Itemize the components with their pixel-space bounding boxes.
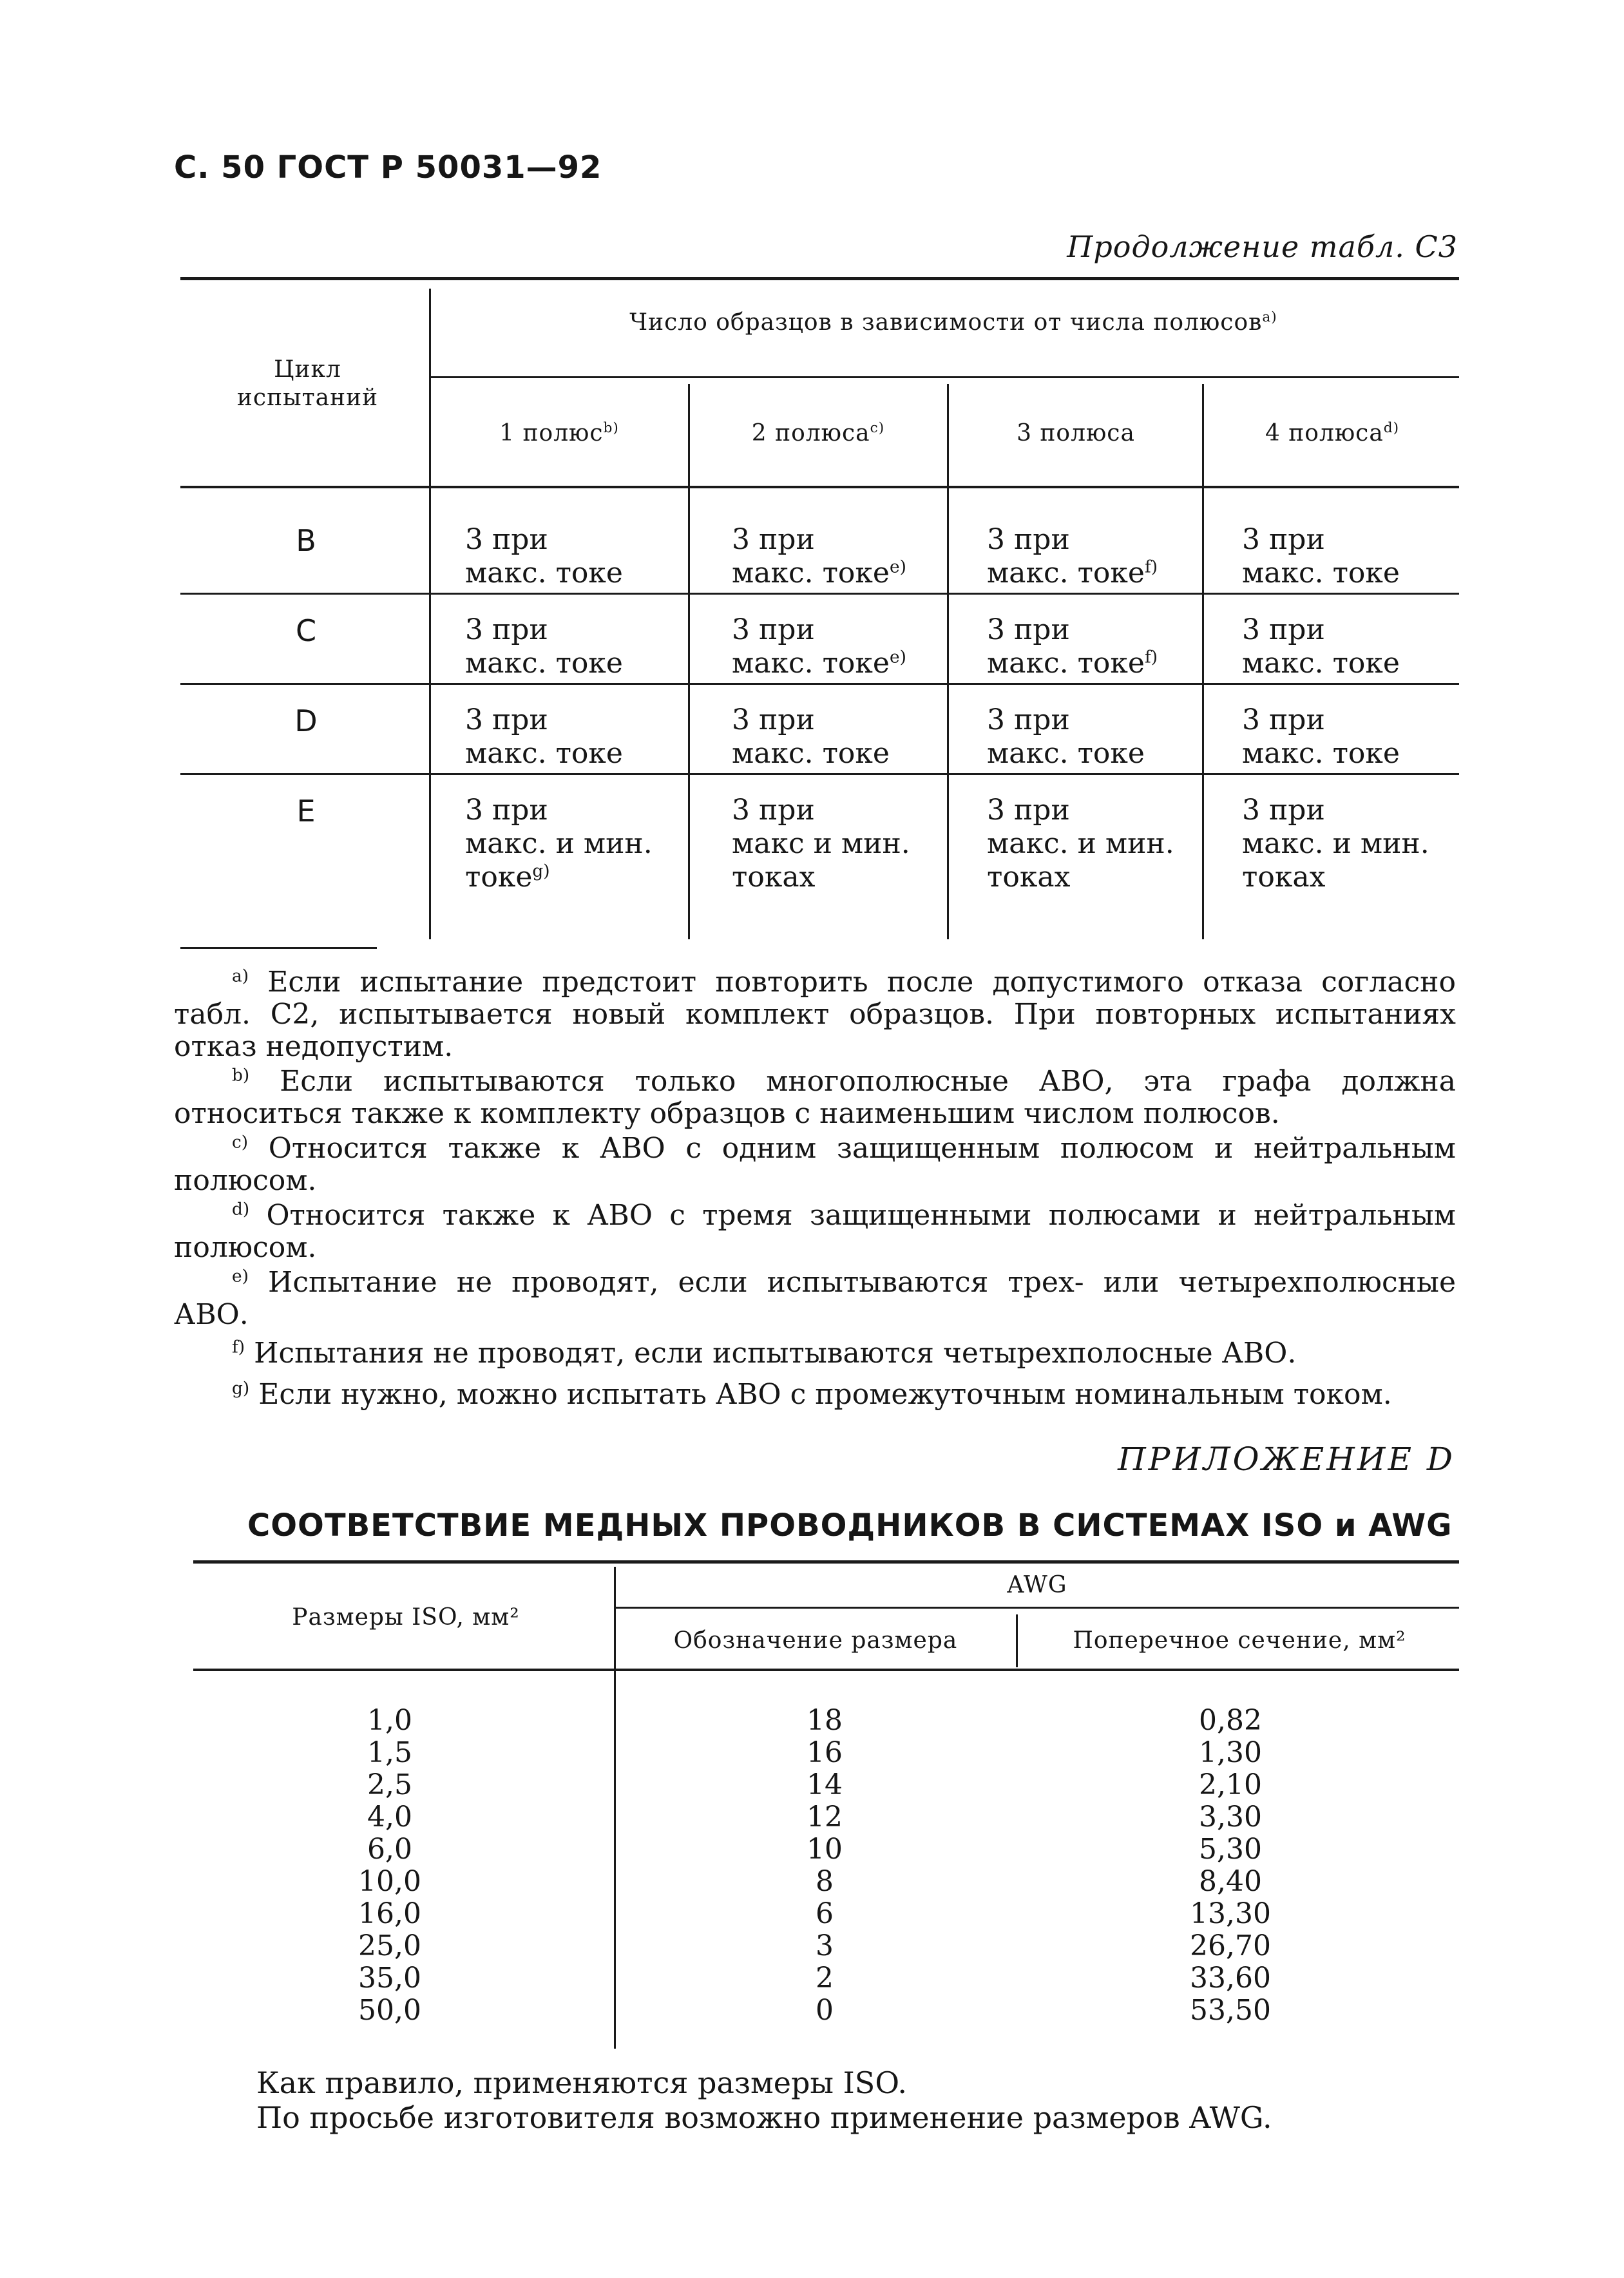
table-cell: 0 [816, 1994, 834, 2027]
pole-header-2 [692, 420, 944, 446]
group-header-rule [430, 376, 1459, 378]
cell-text: 3 при макс. и мин. токах [1242, 794, 1429, 894]
footnote [174, 1379, 1456, 1411]
table-cell: 33,60 [1190, 1962, 1271, 1995]
cell-text: 3 при макс. токе [987, 523, 1145, 589]
table-cell: 6 [816, 1897, 834, 1930]
table-cell: 16 [807, 1736, 843, 1769]
table-cell [732, 704, 890, 770]
cell-sup: g) [532, 861, 550, 881]
table-cell: 3 [816, 1929, 834, 1962]
footnote [174, 1133, 1456, 1197]
group-header [451, 309, 1456, 336]
table-cell: 1,0 [367, 1704, 412, 1737]
table-cell: 25,0 [358, 1929, 421, 1962]
table-cell [987, 613, 1158, 680]
table-cell: 6,0 [367, 1833, 412, 1866]
table-cell [1242, 613, 1400, 680]
table-cell: 50,0 [358, 1994, 421, 2027]
running-head: С. 50 ГОСТ Р 50031—92 [174, 149, 602, 186]
cell-sup: f) [1144, 647, 1158, 667]
footnote [174, 1337, 1456, 1370]
footnote-mark: f) [232, 1337, 245, 1357]
cell-text: 3 при макс и мин. токах [732, 794, 910, 894]
table-cell: 14 [807, 1768, 843, 1801]
cell-sup: f) [1144, 557, 1158, 577]
awg-section-column [1147, 1705, 1314, 2027]
col-divider-1 [614, 1567, 616, 2049]
pole-header-3 [951, 420, 1201, 446]
col-divider-1 [429, 289, 431, 939]
footnote [174, 1066, 1456, 1130]
continuation-label: Продолжение табл. С3 [1067, 229, 1458, 264]
iso-column [309, 1705, 470, 2027]
footnote-mark: e) [232, 1266, 249, 1287]
cell-text: 3 при макс. и мин. токах [987, 794, 1174, 894]
col-divider-3 [947, 384, 949, 939]
group-header-rule [615, 1607, 1459, 1609]
cycle-header: Цикл испытаний [236, 356, 379, 411]
footnote-mark: d) [232, 1199, 250, 1220]
header-bottom-rule [180, 486, 1459, 488]
pole-label: 3 полюса [1017, 420, 1135, 446]
footnote-text: Испытание не проводят, если испытываются трех- или четырехполюсные АВО. [174, 1266, 1456, 1331]
table-cell [465, 523, 623, 590]
pole-sup: d) [1383, 420, 1400, 436]
table-cell: 53,50 [1190, 1994, 1271, 2027]
footnote [174, 1200, 1456, 1264]
table-cell [987, 704, 1145, 770]
row-rule [180, 683, 1459, 685]
row-rule [180, 773, 1459, 775]
table-cell [987, 523, 1158, 590]
cell-text: 3 при макс. токе [465, 613, 623, 680]
cell-text: 3 при макс. токе [465, 523, 623, 589]
cell-text: 3 при макс. токе [465, 704, 623, 770]
cell-text: 3 при макс. токе [1242, 704, 1400, 770]
cell-text: 3 при макс. токе [1242, 523, 1400, 589]
cell-sup: e) [889, 557, 906, 577]
table-cell: 2 [816, 1962, 834, 1995]
table-cell: 10 [807, 1833, 843, 1866]
pole-sup: b) [603, 420, 619, 436]
table-top-rule [193, 1560, 1459, 1564]
pole-label: 1 полюс [499, 420, 604, 446]
pole-sup: c) [870, 420, 885, 436]
awg-size-header: Обозначение размера [673, 1627, 958, 1654]
cell-text: 3 при макс. токе [732, 613, 890, 680]
footnote [174, 966, 1456, 1063]
table-cell [1242, 523, 1400, 590]
table-cell [732, 523, 906, 590]
awg-section-header: Поперечное сечение, мм² [1073, 1627, 1406, 1654]
appendix-label: ПРИЛОЖЕНИЕ D [1118, 1440, 1455, 1478]
table-cell: 2,10 [1199, 1768, 1262, 1801]
table-cell: 16,0 [358, 1897, 421, 1930]
footnote-text: Испытания не проводят, если испытываются четырехполосные АВО. [254, 1337, 1297, 1370]
iso-header: Размеры ISO, мм² [292, 1604, 520, 1631]
table-cell: 26,70 [1190, 1929, 1271, 1962]
footnote-mark: b) [232, 1065, 250, 1086]
pole-header-1 [433, 420, 685, 446]
table-cell: 8,40 [1199, 1865, 1262, 1898]
cycle-label: D [294, 704, 318, 738]
table-cell [732, 794, 910, 894]
table-cell: 3,30 [1199, 1801, 1262, 1833]
table-cell [1242, 704, 1400, 770]
col-divider-4 [1202, 384, 1204, 939]
footnote-text: Если нужно, можно испытать АВО с промежуточным номинальным током. [258, 1378, 1392, 1411]
cycle-label: E [296, 794, 316, 828]
table-cell: 10,0 [358, 1865, 421, 1898]
cell-text: 3 при макс. токе [1242, 613, 1400, 680]
awg-header: AWG [1007, 1572, 1067, 1598]
cycle-label: C [295, 613, 317, 648]
pole-header-4 [1206, 420, 1458, 446]
footnote-mark: a) [232, 966, 249, 986]
cell-text: 3 при макс. токе [987, 704, 1145, 770]
table-cell: 0,82 [1199, 1704, 1262, 1737]
pole-label: 4 полюса [1265, 420, 1384, 446]
table-cell: 18 [807, 1704, 843, 1737]
pole-label: 2 полюса [751, 420, 870, 446]
cell-text: 3 при макс. и мин. токе [465, 794, 653, 894]
footnote-text: Относится также к АВО с тремя защищенными полюсами и нейтральным полюсом. [174, 1199, 1456, 1264]
cycle-label: B [296, 523, 316, 558]
cell-text: 3 при макс. токе [732, 523, 890, 589]
table-cell [732, 613, 906, 680]
appendix-note: По просьбе изготовителя возможно применение размеров AWG. [256, 2100, 1272, 2135]
table-cell [465, 613, 623, 680]
table-cell [1242, 794, 1429, 894]
table-cell [987, 794, 1174, 894]
group-header-text: Число образцов в зависимости от числа полюсов [629, 309, 1263, 336]
footnote [174, 1267, 1456, 1331]
footnote-mark: c) [232, 1132, 249, 1153]
cell-text: 3 при макс. токе [987, 613, 1145, 680]
table-cell: 1,30 [1199, 1736, 1262, 1769]
footnote-rule [180, 947, 377, 949]
table-top-rule [180, 277, 1459, 280]
header-bottom-rule [193, 1669, 1459, 1671]
appendix-note: Как правило, применяются размеры ISO. [256, 2065, 907, 2100]
table-cell: 4,0 [367, 1801, 412, 1833]
table-cell: 13,30 [1190, 1897, 1271, 1930]
table-cell [465, 704, 623, 770]
footnote-mark: g) [232, 1378, 250, 1399]
footnote-text: Относится также к АВО с одним защищенным полюсом и нейтральным полюсом. [174, 1132, 1456, 1197]
cell-sup: e) [889, 647, 906, 667]
appendix-title: СООТВЕТСТВИЕ МЕДНЫХ ПРОВОДНИКОВ В СИСТЕМАХ ISO и AWG [247, 1508, 1453, 1544]
footnote-text: Если испытание предстоит повторить после допустимого отказа согласно табл. С2, испытывается новый комплект образцов. При повторных испытаниях отказ недопустим. [174, 966, 1456, 1063]
table-cell: 35,0 [358, 1962, 421, 1995]
footnote-text: Если испытываются только многополюсные АВО, эта графа должна относиться также к комплекту образцов с наименьшим числом полюсов. [174, 1065, 1456, 1130]
table-cell: 12 [807, 1801, 843, 1833]
table-cell: 2,5 [367, 1768, 412, 1801]
table-cell: 8 [816, 1865, 834, 1898]
group-header-sup: a) [1262, 309, 1277, 325]
cell-text: 3 при макс. токе [732, 704, 890, 770]
table-cell [465, 794, 653, 894]
table-cell: 1,5 [367, 1736, 412, 1769]
awg-size-column [760, 1705, 889, 2027]
row-rule [180, 593, 1459, 595]
col-divider-2 [1016, 1614, 1018, 1667]
table-cell: 5,30 [1199, 1833, 1262, 1866]
col-divider-2 [688, 384, 690, 939]
